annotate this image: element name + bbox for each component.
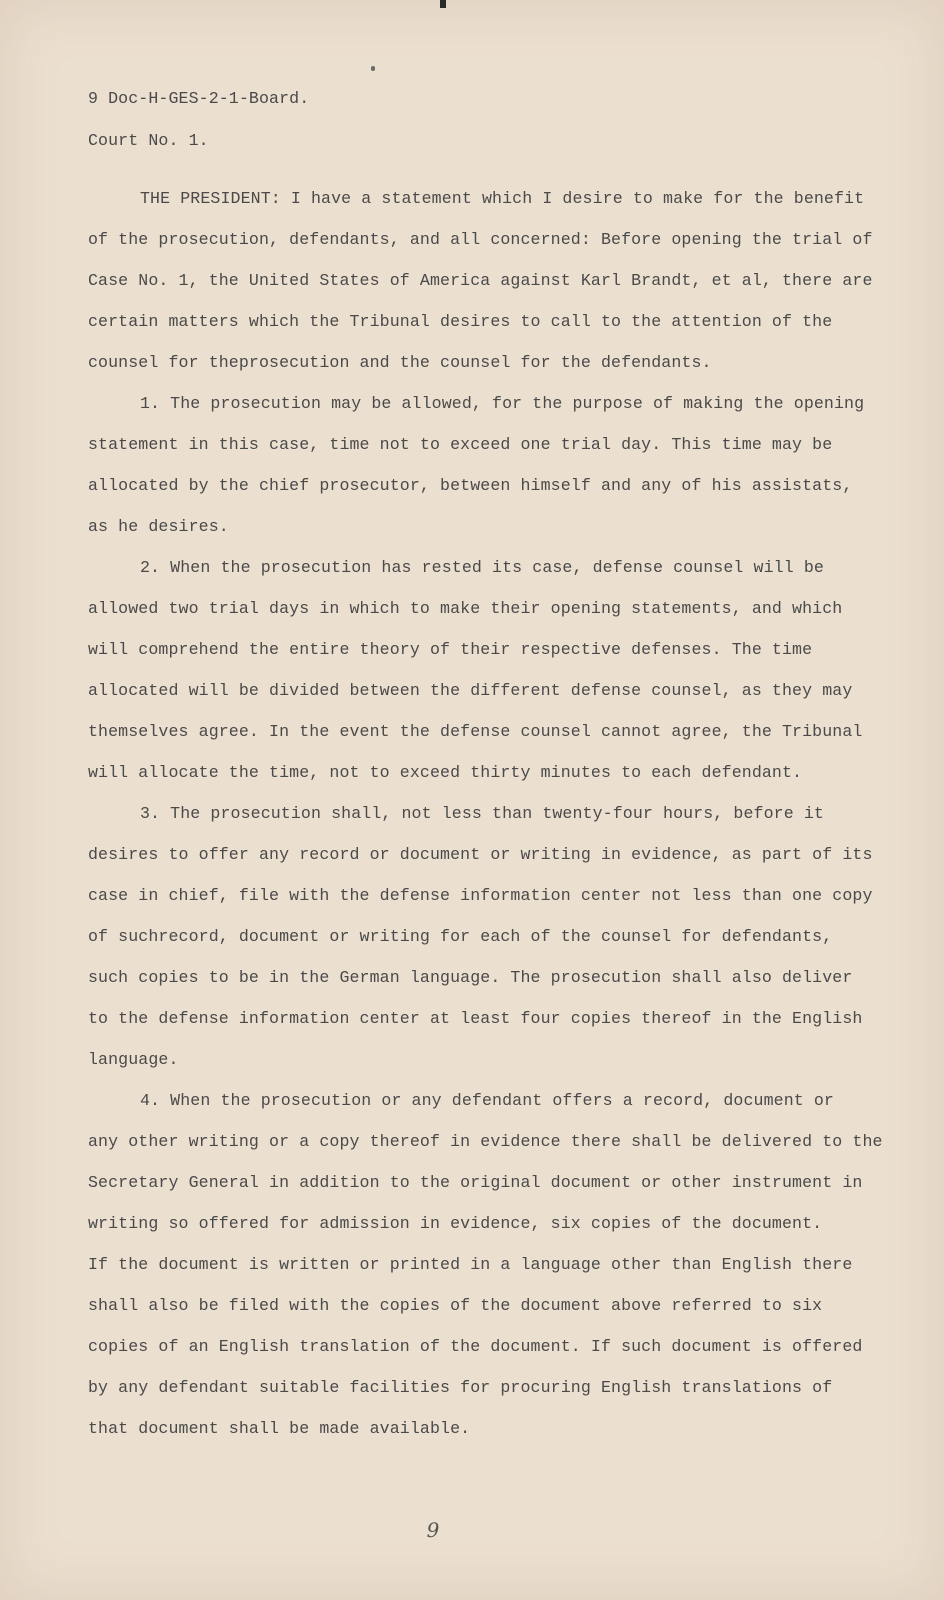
body-line: Case No. 1, the United States of America against Karl Brandt, et al, there are <box>88 271 873 290</box>
body-line: as he desires. <box>88 517 229 536</box>
body-line: themselves agree. In the event the defense counsel cannot agree, the Tribunal <box>88 722 863 741</box>
body-line: THE PRESIDENT: I have a statement which I desire to make for the benefit <box>140 189 865 208</box>
body-line: will comprehend the entire theory of their respective defenses. The time <box>88 640 813 659</box>
body-line: Secretary General in addition to the original document or other instrument in <box>88 1173 863 1192</box>
body-line: such copies to be in the German language. The prosecution shall also deliver <box>88 968 853 987</box>
body-line: of suchrecord, document or writing for each of the counsel for defendants, <box>88 927 833 946</box>
body-line: to the defense information center at least four copies thereof in the English <box>88 1009 863 1028</box>
body-line: If the document is written or printed in a language other than English there <box>88 1255 853 1274</box>
binding-mark <box>440 0 446 8</box>
body-line: that document shall be made available. <box>88 1419 471 1438</box>
body-line: any other writing or a copy thereof in evidence there shall be delivered to the <box>88 1132 883 1151</box>
body-line: desires to offer any record or document or writing in evidence, as part of its <box>88 845 873 864</box>
body-line: counsel for theprosecution and the counsel for the defendants. <box>88 353 712 372</box>
body-line: language. <box>88 1050 179 1069</box>
body-line: certain matters which the Tribunal desires to call to the attention of the <box>88 312 833 331</box>
body-line: will allocate the time, not to exceed thirty minutes to each defendant. <box>88 763 803 782</box>
body-line: by any defendant suitable facilities for procuring English translations of <box>88 1378 833 1397</box>
body-line: of the prosecution, defendants, and all concerned: Before opening the trial of <box>88 230 873 249</box>
body-line: shall also be filed with the copies of the document above referred to six <box>88 1296 823 1315</box>
body-line: 2. When the prosecution has rested its case, defense counsel will be <box>140 558 824 577</box>
body-line: case in chief, file with the defense information center not less than one copy <box>88 886 873 905</box>
body-line: 1. The prosecution may be allowed, for the purpose of making the opening <box>140 394 865 413</box>
doc-reference: 9 Doc-H-GES-2-1-Board. <box>88 89 310 108</box>
body-line: writing so offered for admission in evidence, six copies of the document. <box>88 1214 823 1233</box>
body-line: copies of an English translation of the document. If such document is offered <box>88 1337 863 1356</box>
court-number: Court No. 1. <box>88 131 209 150</box>
body-line: 4. When the prosecution or any defendant offers a record, document or <box>140 1091 834 1110</box>
body-line: 3. The prosecution shall, not less than twenty-four hours, before it <box>140 804 824 823</box>
body-line: allocated will be divided between the different defense counsel, as they may <box>88 681 853 700</box>
page-number: 9 <box>426 1518 440 1542</box>
ink-speck <box>371 66 375 71</box>
body-line: allowed two trial days in which to make their opening statements, and which <box>88 599 843 618</box>
body-line: statement in this case, time not to exceed one trial day. This time may be <box>88 435 833 454</box>
body-line: allocated by the chief prosecutor, between himself and any of his assistats, <box>88 476 853 495</box>
